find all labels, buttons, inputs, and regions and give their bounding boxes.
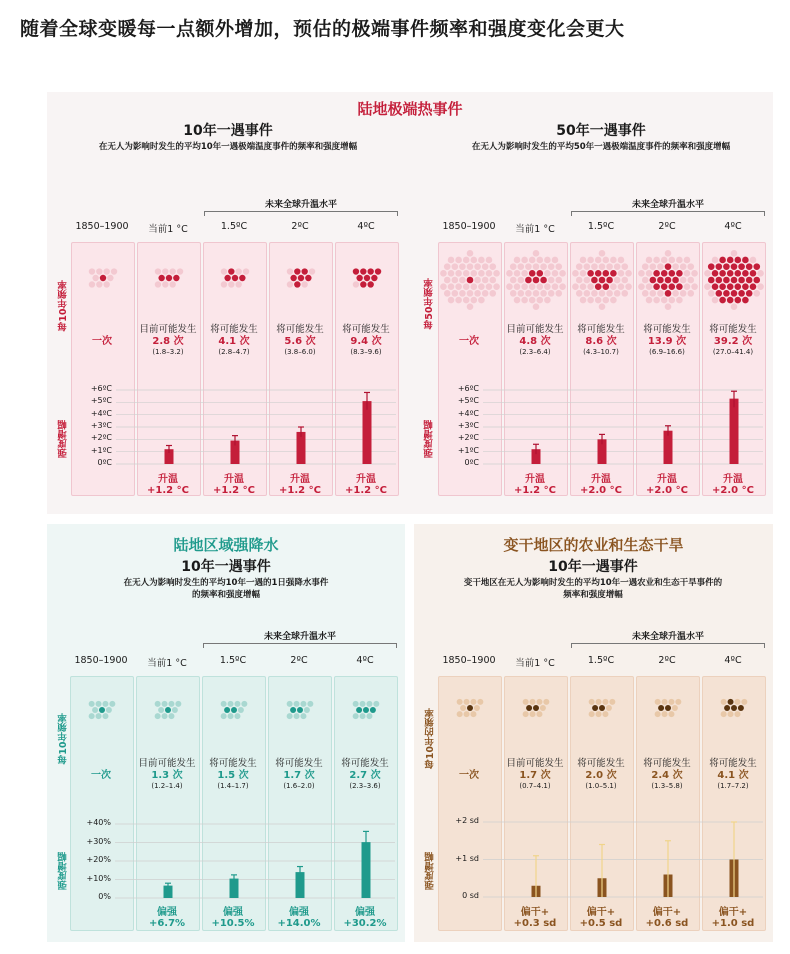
frequency-range: (1.0–5.1): [585, 782, 617, 790]
frequency-range: (2.8–4.7): [218, 348, 250, 356]
y-tick-label: +40%: [86, 818, 111, 827]
intensity-axis-label: 强度增幅: [425, 852, 436, 890]
column-header: 当前1 °C: [147, 658, 187, 669]
future-warming-label: 未来全球升温水平: [263, 632, 336, 642]
frequency-range: (2.3–6.4): [519, 348, 551, 356]
frequency-prefix: 目前可能发生: [506, 324, 564, 335]
future-warming-label: 未来全球升温水平: [631, 200, 704, 210]
background-dot: [540, 705, 546, 711]
column-header: 2ºC: [658, 655, 676, 666]
column-header: 当前1 °C: [515, 224, 555, 235]
frequency-range: (1.6–2.0): [283, 782, 315, 790]
event-dot: [533, 705, 539, 711]
frequency-value: 1.7 次: [519, 770, 551, 781]
frequency-value: 4.1 次: [717, 770, 749, 781]
y-tick-label: +3ºC: [90, 421, 112, 430]
y-tick-label: +6ºC: [90, 384, 112, 393]
event-dot: [738, 705, 744, 711]
frequency-range: (27.0–41.4): [712, 348, 754, 356]
subchart-description: 在无人为影响时发生的平均10年一遇极端温度事件的频率和强度增幅: [98, 142, 358, 152]
bar-label-value: +1.0 sd: [711, 918, 755, 929]
frequency-prefix: 将可能发生: [709, 324, 757, 335]
y-tick-label: +4ºC: [457, 408, 479, 418]
frequency-prefix: 将可能发生: [643, 324, 691, 335]
frequency-range: (8.3–9.6): [350, 348, 382, 356]
subchart-description: 频率和强度增幅: [563, 590, 623, 600]
column-header: 1.5ºC: [219, 655, 247, 666]
baseline-frequency: 一次: [459, 336, 479, 347]
bar-label-value: +1.2 °C: [213, 485, 255, 496]
bar-label-top: 升温: [657, 474, 677, 485]
background-dot: [655, 711, 661, 717]
background-dot: [596, 711, 602, 717]
y-tick-label: +2ºC: [90, 433, 112, 443]
background-dot: [457, 711, 463, 717]
bar-label-value: +10.5%: [211, 918, 255, 929]
bar-label-value: +2.0 °C: [712, 485, 754, 496]
background-dot: [543, 699, 549, 705]
y-tick-label: +1 sd: [455, 853, 479, 863]
bar-label-top: 升温: [356, 474, 376, 485]
frequency-axis-label: 每10年频率: [58, 280, 69, 332]
background-dot: [457, 699, 463, 705]
bar-label-value: +1.2 °C: [279, 485, 321, 496]
y-tick-label: +10%: [86, 873, 111, 883]
event-dot: [731, 705, 737, 711]
y-tick-label: +2ºC: [457, 433, 479, 443]
bar-label-value: +2.0 °C: [580, 485, 622, 496]
background-dot: [672, 705, 678, 711]
background-dot: [662, 711, 668, 717]
frequency-value: 8.6 次: [585, 336, 617, 347]
event-dot: [526, 705, 532, 711]
intensity-axis-label: 强度增幅: [424, 420, 435, 458]
frequency-axis-label: 每50年频率: [424, 278, 435, 330]
frequency-range: (1.2–1.4): [151, 782, 183, 790]
column-header: 4ºC: [724, 221, 742, 232]
y-tick-label: 0 sd: [462, 891, 479, 900]
frequency-range: (4.3–10.7): [583, 348, 619, 356]
frequency-value: 1.5 次: [217, 770, 249, 781]
y-tick-label: +6ºC: [457, 384, 479, 393]
frequency-prefix: 将可能发生: [577, 324, 625, 335]
bar-label-top: 升温: [224, 474, 244, 485]
column-header: 1850–1900: [442, 655, 496, 666]
frequency-value: 4.1 次: [218, 336, 250, 347]
background-dot: [602, 699, 608, 705]
baseline-frequency: 一次: [459, 770, 479, 781]
background-dot: [668, 699, 674, 705]
frequency-range: (2.3–3.6): [349, 782, 381, 790]
frequency-value: 2.4 次: [651, 770, 683, 781]
background-dot: [530, 711, 536, 717]
frequency-range: (6.9–16.6): [649, 348, 685, 356]
frequency-value: 39.2 次: [713, 336, 753, 347]
page-title: 随着全球变暖每一点额外增加，预估的极端事件频率和强度变化会更大: [20, 18, 625, 40]
frequency-prefix: 将可能发生: [577, 758, 625, 769]
bar-label-top: 升温: [525, 474, 545, 485]
frequency-prefix: 目前可能发生: [506, 758, 564, 769]
bar-label-top: 升温: [290, 474, 310, 485]
background-dot: [728, 711, 734, 717]
background-dot: [589, 699, 595, 705]
frequency-range: (1.8–3.2): [152, 348, 184, 356]
background-dot: [721, 699, 727, 705]
bar-label-top: 升温: [158, 474, 178, 485]
bar-label-value: +0.5 sd: [579, 918, 623, 929]
column-header: 1.5ºC: [220, 221, 248, 232]
subchart-description: 在无人为影响时发生的平均50年一遇极端温度事件的频率和强度增幅: [471, 142, 731, 152]
frequency-prefix: 目前可能发生: [138, 758, 196, 769]
column-header: 4ºC: [357, 221, 375, 232]
bar-label-value: +0.6 sd: [645, 918, 689, 929]
y-tick-label: +2 sd: [455, 816, 479, 825]
background-dot: [523, 711, 529, 717]
y-tick-label: +1ºC: [90, 445, 112, 455]
bar-label-top: 偏干+: [652, 907, 682, 918]
bar-label-top: 偏强: [223, 907, 243, 918]
frequency-prefix: 将可能发生: [709, 758, 757, 769]
background-dot: [675, 699, 681, 705]
column-header: 4ºC: [724, 655, 742, 666]
y-tick-label: 0ºC: [97, 458, 112, 467]
background-dot: [470, 711, 476, 717]
bar-label-value: +1.2 °C: [345, 485, 387, 496]
event-dot: [665, 705, 671, 711]
y-tick-label: +1ºC: [457, 445, 479, 455]
frequency-value: 9.4 次: [350, 336, 382, 347]
frequency-value: 1.3 次: [151, 770, 183, 781]
bar-label-top: 偏强: [355, 907, 375, 918]
bar-label-top: 偏干+: [520, 907, 550, 918]
intensity-axis-label: 强度增幅: [58, 852, 69, 890]
bar-label-value: +14.0%: [277, 918, 321, 929]
panel-title: 变干地区的农业和生态干旱: [503, 536, 684, 554]
column-header: 1850–1900: [75, 221, 129, 232]
background-dot: [721, 711, 727, 717]
background-dot: [741, 699, 747, 705]
y-tick-label: +5ºC: [457, 396, 479, 406]
bar-label-top: 偏强: [157, 907, 177, 918]
frequency-range: (1.4–1.7): [217, 782, 249, 790]
background-dot: [470, 699, 476, 705]
frequency-range: (3.8–6.0): [284, 348, 316, 356]
background-dot: [734, 711, 740, 717]
background-dot: [460, 705, 466, 711]
background-dot: [477, 699, 483, 705]
frequency-value: 2.0 次: [585, 770, 617, 781]
bar-label-top: 升温: [723, 474, 743, 485]
background-dot: [596, 699, 602, 705]
column-header: 1.5ºC: [587, 655, 615, 666]
background-dot: [589, 711, 595, 717]
frequency-prefix: 将可能发生: [341, 758, 389, 769]
y-tick-label: +4ºC: [90, 408, 112, 418]
frequency-value: 2.7 次: [349, 770, 381, 781]
event-dot: [467, 705, 473, 711]
bar-label-value: +1.2 °C: [514, 485, 556, 496]
background-dot: [536, 711, 542, 717]
subchart-title: 10年一遇事件: [183, 123, 273, 139]
background-dot: [523, 699, 529, 705]
event-dot: [724, 705, 730, 711]
frequency-prefix: 目前可能发生: [139, 324, 197, 335]
background-dot: [536, 699, 542, 705]
y-tick-label: +20%: [86, 855, 111, 864]
y-tick-label: +5ºC: [90, 396, 112, 406]
column-header: 当前1 °C: [148, 224, 188, 235]
bar-label-top: 偏干+: [586, 907, 616, 918]
column-header: 1850–1900: [442, 221, 496, 232]
frequency-prefix: 将可能发生: [210, 324, 258, 335]
frequency-value: 5.6 次: [284, 336, 316, 347]
intensity-axis-label: 强度增幅: [58, 420, 69, 458]
background-dot: [602, 711, 608, 717]
panel-title: 陆地区域强降水: [173, 536, 279, 554]
frequency-axis-label: 每10年的频率: [425, 708, 436, 769]
frequency-prefix: 将可能发生: [342, 324, 390, 335]
y-tick-label: 0%: [98, 892, 111, 901]
bar-label-value: +6.7%: [148, 918, 186, 929]
event-dot: [728, 699, 734, 705]
frequency-prefix: 将可能发生: [643, 758, 691, 769]
background-dot: [668, 711, 674, 717]
future-warming-label: 未来全球升温水平: [631, 632, 704, 642]
y-tick-label: 0ºC: [464, 458, 479, 467]
background-dot: [530, 699, 536, 705]
event-dot: [592, 705, 598, 711]
subchart-description: 在无人为影响时发生的平均10年一遇的1日强降水事件: [123, 578, 329, 588]
frequency-prefix: 将可能发生: [276, 324, 324, 335]
column-header: 1850–1900: [74, 655, 128, 666]
frequency-value: 4.8 次: [519, 336, 551, 347]
bar-label-top: 升温: [591, 474, 611, 485]
frequency-range: (0.7–4.1): [519, 782, 551, 790]
frequency-value: 2.8 次: [152, 336, 184, 347]
subchart-title: 10年一遇事件: [548, 559, 638, 575]
event-dot: [658, 705, 664, 711]
frequency-prefix: 将可能发生: [275, 758, 323, 769]
column-header: 1.5ºC: [587, 221, 615, 232]
bar-label-top: 偏干+: [718, 907, 748, 918]
background-dot: [464, 711, 470, 717]
column-header: 2ºC: [658, 221, 676, 232]
column-header: 当前1 °C: [515, 658, 555, 669]
bar-label-top: 偏强: [289, 907, 309, 918]
subchart-title: 50年一遇事件: [556, 123, 646, 139]
bar-label-value: +0.3 sd: [513, 918, 557, 929]
subchart-title: 10年一遇事件: [181, 559, 271, 575]
column-header: 2ºC: [290, 655, 308, 666]
bar-label-value: +2.0 °C: [646, 485, 688, 496]
baseline-frequency: 一次: [92, 336, 112, 347]
frequency-range: (1.3–5.8): [651, 782, 683, 790]
subchart-description: 的频率和强度增幅: [191, 590, 260, 600]
background-dot: [606, 705, 612, 711]
bar-label-value: +1.2 °C: [147, 485, 189, 496]
background-dot: [662, 699, 668, 705]
background-dot: [609, 699, 615, 705]
background-dot: [734, 699, 740, 705]
subchart-description: 变干地区在无人为影响时发生的平均10年一遇农业和生态干旱事件的: [463, 578, 723, 588]
event-dot: [599, 705, 605, 711]
bar-label-value: +30.2%: [343, 918, 387, 929]
column-header: 2ºC: [291, 221, 309, 232]
background-dot: [464, 699, 470, 705]
y-tick-label: +3ºC: [457, 421, 479, 430]
future-warming-label: 未来全球升温水平: [264, 200, 337, 210]
panel-title: 陆地极端热事件: [357, 100, 463, 118]
y-tick-label: +30%: [86, 836, 111, 846]
frequency-value: 1.7 次: [283, 770, 315, 781]
frequency-axis-label: 每10年频率: [58, 713, 69, 765]
baseline-frequency: 一次: [91, 770, 111, 781]
background-dot: [655, 699, 661, 705]
frequency-prefix: 将可能发生: [209, 758, 257, 769]
frequency-value: 13.9 次: [647, 336, 687, 347]
background-dot: [474, 705, 480, 711]
frequency-range: (1.7–7.2): [717, 782, 749, 790]
column-header: 4ºC: [356, 655, 374, 666]
